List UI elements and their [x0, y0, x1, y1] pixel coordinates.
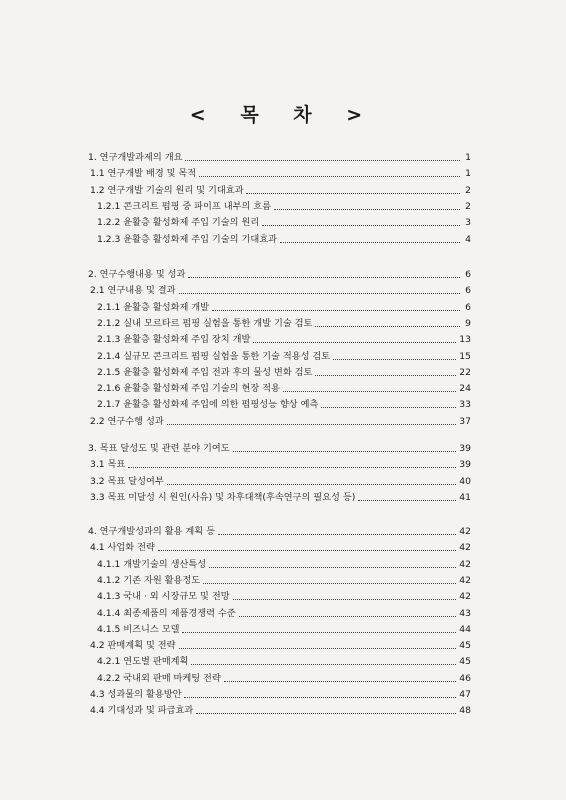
toc-entry-label: 3.3 목표 미달성 시 원인(사유) 및 차후대책(후속연구의 필요성 등): [90, 491, 356, 503]
page-title: < 목 차 >: [189, 104, 377, 126]
toc-leader-dots: [128, 466, 456, 468]
toc-entry[interactable]: [90, 164, 471, 180]
toc-entry-label: 4.4 기대성과 및 파급효과: [90, 705, 194, 717]
toc-entry-page-number: 45: [459, 656, 471, 668]
toc-entry[interactable]: [97, 379, 471, 395]
toc-leader-dots: [253, 341, 456, 343]
toc-entry-page-number: 42: [459, 574, 471, 586]
toc-entry-page-number: 1: [465, 152, 471, 163]
toc-entry-label: 2.1.6 윤활층 활성화제 주입 기술의 현장 적용: [97, 383, 280, 395]
toc-entry-page-number: 48: [459, 705, 471, 717]
toc-entry-label: 4.3 성과물의 활용방안: [90, 689, 182, 700]
toc-entry-page-number: 45: [459, 640, 471, 652]
toc-leader-dots: [158, 549, 456, 551]
toc-entry-label: 2.2 연구수행 성과: [90, 415, 164, 427]
toc-entry-page-number: 6: [465, 301, 471, 313]
toc-entry[interactable]: [90, 701, 471, 717]
toc-entry[interactable]: [97, 555, 471, 571]
toc-entry-page-number: 44: [459, 623, 471, 635]
toc-entry-page-number: 40: [459, 475, 471, 487]
toc-leader-dots: [218, 533, 456, 535]
toc-leader-dots: [321, 406, 456, 408]
toc-entry-label: 3. 목표 달성도 및 관련 분야 기여도: [88, 443, 230, 454]
toc-entry-label: 2.1 연구내용 및 결과: [90, 285, 176, 297]
toc-entry[interactable]: [97, 347, 471, 363]
toc-entry-label: 2.1.4 실규모 콘크리트 펌핑 실험을 통한 기술 적용성 검토: [97, 350, 331, 362]
toc-entry[interactable]: [90, 636, 471, 652]
toc-entry[interactable]: [97, 620, 471, 636]
toc-entry-label: 3.1 목표: [90, 459, 126, 471]
toc-entry-label: 4.2.2 국내외 판매 마케팅 전략: [97, 672, 221, 684]
toc-entry-page-number: 13: [459, 334, 471, 346]
toc-entry-label: 2.1.3 윤활층 활성화제 주입 장치 개발: [97, 334, 251, 346]
toc-entry[interactable]: [90, 455, 471, 471]
toc-leader-dots: [358, 499, 456, 501]
toc-entry-label: 4.2 판매계획 및 전략: [90, 640, 176, 652]
toc-leader-dots: [224, 680, 456, 682]
toc-entry-label: 2.1.7 윤활층 활성화제 주입에 의한 펌핑성능 향상 예측: [97, 399, 319, 411]
toc-entry-label: 4.1 사업화 전략: [90, 542, 155, 554]
toc-leader-dots: [184, 696, 456, 698]
toc-entry-page-number: 42: [459, 558, 471, 570]
toc-entry-label: 4. 연구개발성과의 활용 계획 등: [88, 526, 215, 537]
toc-leader-dots: [209, 566, 456, 568]
toc-leader-dots: [182, 631, 456, 633]
toc-leader-dots: [191, 663, 456, 665]
toc-entry[interactable]: [97, 363, 471, 379]
toc-entry-label: 2.1.5 윤활층 활성화제 주입 전과 후의 물성 변화 검토: [97, 366, 313, 378]
toc-leader-dots: [167, 483, 457, 485]
toc-entry-page-number: 3: [465, 217, 471, 229]
toc-entry-page-number: 46: [459, 672, 471, 684]
toc-leader-dots: [280, 241, 460, 243]
toc-leader-dots: [203, 582, 456, 584]
toc-leader-dots: [274, 208, 460, 210]
toc-entry[interactable]: [97, 213, 471, 229]
toc-entry[interactable]: [97, 571, 471, 587]
toc-entry-page-number: 24: [459, 383, 471, 395]
toc-entry-page-number: 33: [459, 399, 471, 411]
toc-entry[interactable]: [90, 685, 471, 701]
toc-leader-dots: [185, 159, 460, 161]
toc-entry-page-number: 9: [465, 317, 471, 329]
toc-entry-page-number: 43: [459, 607, 471, 619]
toc-entry[interactable]: [97, 395, 471, 411]
toc-entry[interactable]: [90, 412, 471, 428]
toc-entry-page-number: 47: [459, 689, 471, 700]
toc-entry-page-number: 2: [465, 184, 471, 196]
toc-leader-dots: [167, 423, 457, 425]
toc-leader-dots: [333, 358, 456, 360]
toc-leader-dots: [315, 325, 460, 327]
toc-entry[interactable]: [88, 265, 471, 281]
toc-entry-page-number: 6: [465, 269, 471, 280]
toc-entry[interactable]: [97, 197, 471, 213]
toc-leader-dots: [233, 450, 457, 452]
toc-entry[interactable]: [97, 669, 471, 685]
toc-leader-dots: [262, 224, 460, 226]
toc-entry[interactable]: [88, 439, 471, 455]
toc-entry[interactable]: [97, 587, 471, 603]
toc-entry-label: 4.1.1 개발기술의 생산특성: [97, 558, 207, 570]
toc-entry[interactable]: [97, 314, 471, 330]
toc-entry-page-number: 22: [459, 366, 471, 378]
toc-entry-page-number: 42: [459, 591, 471, 603]
toc-leader-dots: [199, 175, 460, 177]
toc-entry-label: 4.1.2 기존 자원 활용정도: [97, 574, 201, 586]
toc-leader-dots: [179, 647, 457, 649]
toc-leader-dots: [212, 309, 460, 311]
toc-leader-dots: [196, 712, 456, 714]
toc-entry-label: 2.1.1 윤활층 활성화제 개발: [97, 301, 210, 313]
toc-entry-label: 1. 연구개발과제의 개요: [88, 152, 183, 163]
toc-entry-label: 1.2 연구개발 기술의 원리 및 기대효과: [90, 184, 244, 196]
toc-entry[interactable]: [97, 330, 471, 346]
toc-entry-label: 4.2.1 연도별 판매계획: [97, 656, 189, 668]
toc-entry-label: 2.1.2 실내 모르타르 펌핑 실험을 통한 개발 기술 검토: [97, 317, 313, 329]
toc-entry-label: 3.2 목표 달성여부: [90, 475, 164, 487]
toc-entry[interactable]: [88, 148, 471, 164]
toc-entry-page-number: 42: [459, 542, 471, 554]
toc-entry-page-number: 39: [459, 443, 471, 454]
toc-entry-page-number: 4: [465, 233, 471, 245]
toc-entry[interactable]: [97, 298, 471, 314]
toc-leader-dots: [179, 292, 461, 294]
toc-entry-page-number: 41: [459, 491, 471, 503]
toc-entry[interactable]: [97, 652, 471, 668]
toc-entry-label: 1.2.3 윤활층 활성화제 주입 기술의 기대효과: [97, 233, 277, 245]
toc-leader-dots: [188, 276, 460, 278]
toc-leader-dots: [315, 374, 456, 376]
toc-entry-label: 1.1 연구개발 배경 및 목적: [90, 168, 197, 180]
toc-entry[interactable]: [97, 604, 471, 620]
toc-entry-label: 4.1.3 국내 · 외 시장규모 및 전망: [97, 591, 230, 603]
toc-entry-page-number: 1: [465, 168, 471, 180]
toc-entry-page-number: 37: [459, 415, 471, 427]
toc-entry-page-number: 2: [465, 200, 471, 212]
toc-entry[interactable]: [90, 181, 471, 197]
toc-entry[interactable]: [97, 230, 471, 246]
toc-leader-dots: [283, 390, 456, 392]
toc-entry-label: 4.1.5 비즈니스 모델: [97, 623, 180, 635]
toc-leader-dots: [239, 615, 457, 617]
toc-entry-label: 4.1.4 최종제품의 제품경쟁력 수준: [97, 607, 236, 619]
toc-entry[interactable]: [90, 488, 471, 504]
toc-entry[interactable]: [90, 472, 471, 488]
toc-entry-page-number: 39: [459, 459, 471, 471]
toc-entry-page-number: 42: [459, 526, 471, 537]
toc-leader-dots: [246, 192, 460, 194]
toc-entry[interactable]: [88, 522, 471, 538]
toc-leader-dots: [233, 598, 457, 600]
toc-entry-label: 2. 연구수행내용 및 성과: [88, 269, 186, 280]
toc-entry[interactable]: [90, 538, 471, 554]
toc-entry-label: 1.2.2 윤활층 활성화제 주입 기술의 원리: [97, 217, 260, 229]
toc-entry-page-number: 6: [465, 285, 471, 297]
toc-entry[interactable]: [90, 281, 471, 297]
toc-entry-page-number: 15: [459, 350, 471, 362]
toc-entry-label: 1.2.1 콘크리트 펌핑 중 파이프 내부의 흐름: [97, 200, 272, 212]
